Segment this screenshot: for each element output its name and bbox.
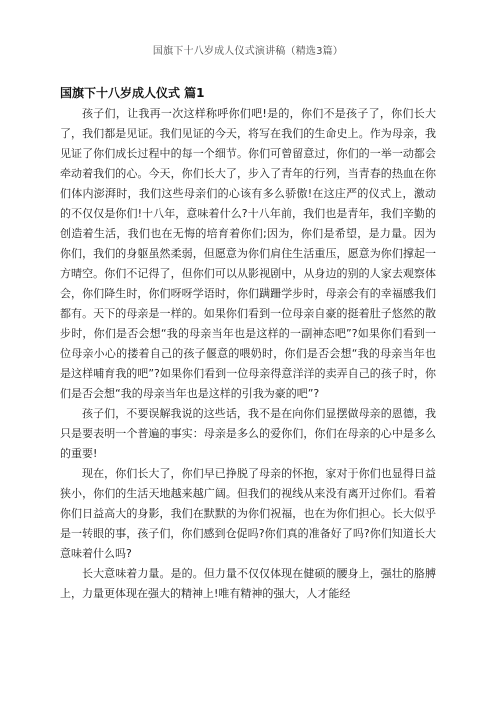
document-body <box>60 104 436 604</box>
document-header: 国旗下十八岁成人仪式演讲稿（精选3篇） <box>152 46 344 57</box>
paragraph: 孩子们，让我再一次这样称呼你们吧!是的，你们不是孩子了，你们长大了，我们都是见证。我们见证的今天，将写在我们的生命史上。作为母亲，我见证了你们成长过程中的每一个细节。你们可曾留意过，你们的一举一动都会牵动着我们的心。今天，你们长大了，步入了青年的行列，当青春的热血在你们体内澎湃时，我们这些母亲们的心该有多么骄傲!在这庄严的仪式上，激动的不仅仅是你们!十八年，意味着什么?十八年前，我们也是青年，我们辛勤的创造着生活，我们也在无悔的培育着你们;因为，你们是希望，是力量。因为你们，我们的身躯虽然柔弱，但愿意为你们肩住生活重压，愿意为你们撑起一方晴空。你们不记得了，但你们可以从影视剧中，从身边的别的人家去观察体会，你们降生时，你们呀呀学语时，你们蹒跚学步时，母亲会有的幸福感我们都有。天下的母亲是一样的。如果你们看到一位母亲自豪的挺着肚子悠然的散步时，你们是否会想“我的母亲当年也是这样的一副神态吧”?如果你们看到一位母亲小心的搂着自己的孩子偃意的喂奶时，你们是否会想“我的母亲当年也是这样哺育我的吧”?如果你们看到一位母亲得意洋洋的卖弄自己的孩子时，你们是否会想“我的母亲当年也是这样的引我为豪的吧”? <box>60 107 436 400</box>
paragraph: 孩子们，不要误解我说的这些话，我不是在向你们显摆做母亲的恩德，我只是要表明一个普遍的事实：母亲是多么的爱你们，你们在母亲的心中是多么的重要! <box>60 407 436 460</box>
paragraph: 长大意味着力量。是的。但力量不仅仅体现在健硕的腰身上，强壮的胳膊上，力量更体现在强大的精神上!唯有精神的强大，人才能经 <box>60 567 436 600</box>
paragraph: 现在，你们长大了，你们早已挣脱了母亲的怀抱，家对于你们也显得日益狭小，你们的生活天地越来越广阔。但我们的视线从来没有离开过你们。看着你们日益高大的身影，我们在默默的为你们祝福，也在为你们担心。长大似乎是一转眼的事，孩子们，你们感到仓促吗?你们真的准备好了吗?你们知道长大意味着什么吗? <box>60 467 436 560</box>
section-heading: 国旗下十八岁成人仪式 篇1 <box>60 86 205 100</box>
